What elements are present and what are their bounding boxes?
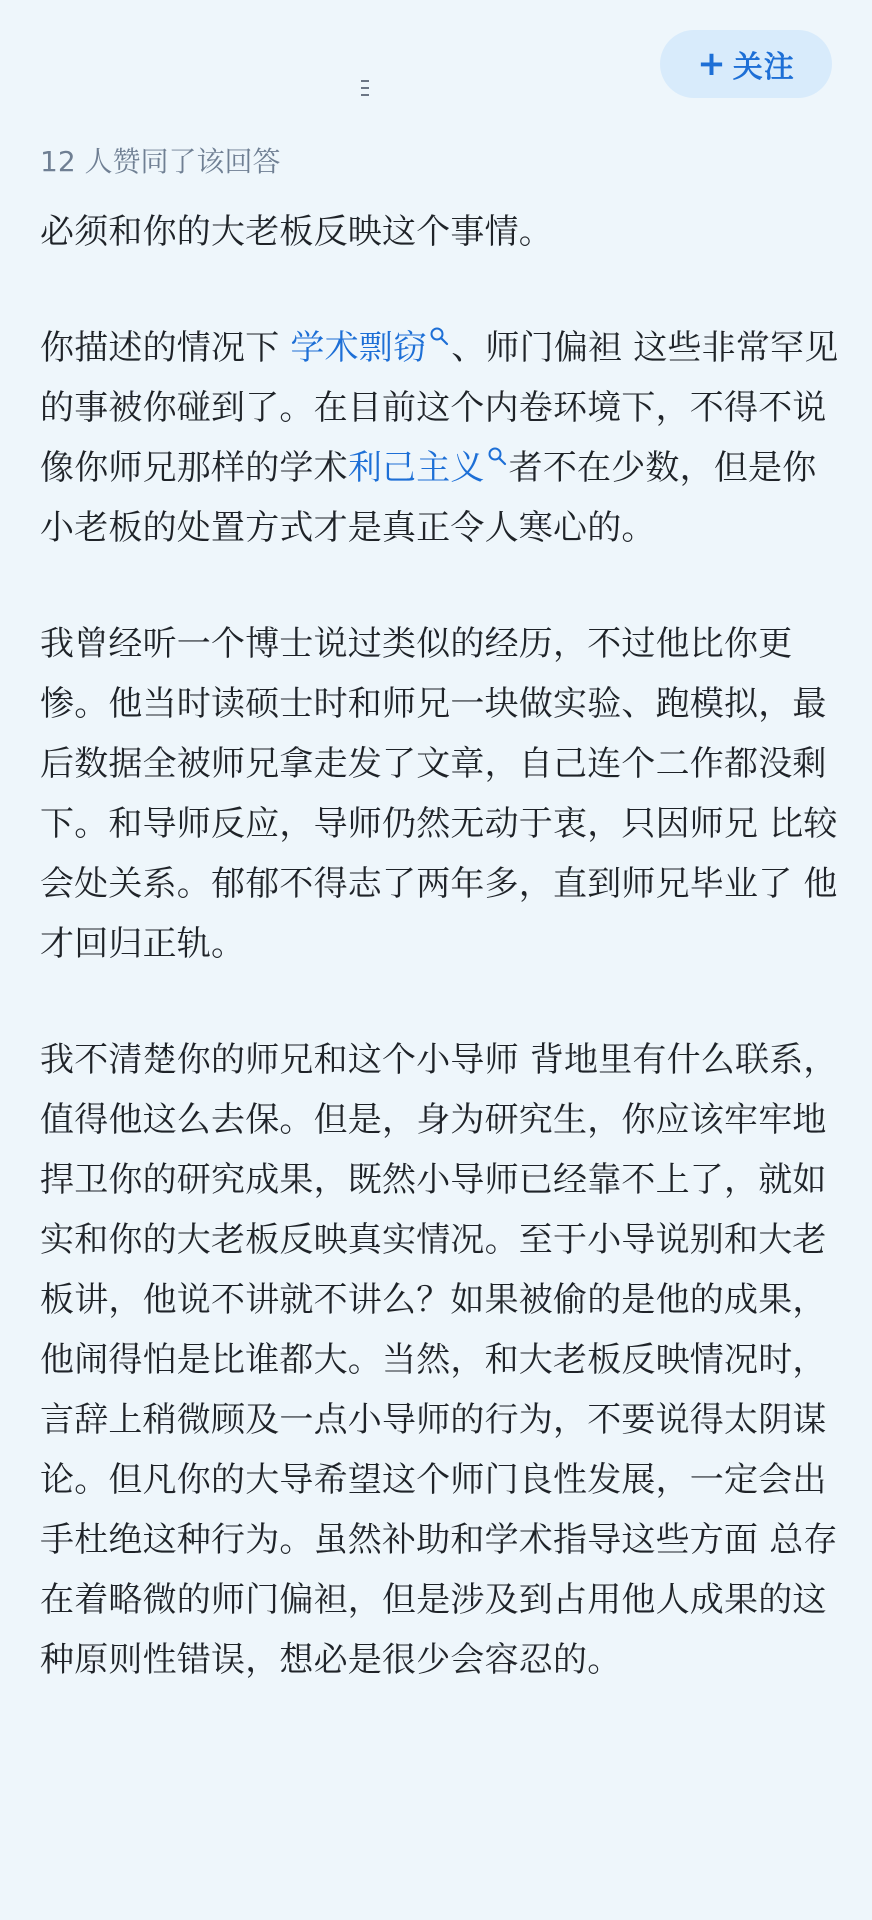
answer-paragraph-3: 我曾经听一个博士说过类似的经历，不过他比你更惨。他当时读硕士时和师兄一块做实验、跑模拟，最后数据全被师兄拿走发了文章，自己连个二作都没剩下。和导师反应，导师仍然无动于衷，只因师兄 比较会处关系。郁郁不得志了两年多，直到师兄毕业了 他才回归正轨。	[40, 624, 838, 964]
paragraph-text: 、师门偏袒 这些非常罕见的事被你碰到了。在目前这个内卷环境下，不得不说像你师兄那样的学术	[40, 328, 839, 488]
drag-handle-icon[interactable]	[358, 78, 372, 98]
paragraph-gap	[40, 558, 840, 614]
link-label: 利己主义	[347, 448, 485, 488]
search-icon	[487, 446, 509, 468]
follow-label: 关注	[732, 50, 795, 85]
paragraph-text: 者不在少数，但是你小老板的处置方式才是真正令人寒心的。	[40, 448, 817, 548]
link-academic-plagiarism[interactable]	[290, 328, 451, 368]
paragraph-gap	[40, 262, 840, 318]
answer-header	[0, 0, 872, 130]
follow-button[interactable]	[660, 30, 832, 98]
answer-content	[40, 140, 840, 1690]
agree-count: 12 人赞同了该回答	[40, 145, 281, 178]
answer-paragraph-2	[40, 318, 840, 558]
link-egoism[interactable]	[348, 448, 509, 488]
link-label: 学术剽窃	[290, 328, 428, 368]
paragraph-gap	[40, 974, 840, 1030]
paragraph-text: 你描述的情况下	[40, 328, 291, 368]
answer-paragraph-1: 必须和你的大老板反映这个事情。	[40, 212, 553, 252]
search-icon	[429, 326, 451, 348]
answer-paragraph-4: 我不清楚你的师兄和这个小导师 背地里有什么联系，值得他这么去保。但是，身为研究生，你应该牢牢地捍卫你的研究成果，既然小导师已经靠不上了，就如实和你的大老板反映真实情况。至于小导说别和大老板讲，他说不讲就不讲么？如果被偷的是他的成果，他闹得怕是比谁都大。当然，和大老板反映情况时，言辞上稍微顾及一点小导师的行为，不要说得太阴谋论。但凡你的大导希望这个师门良性发展，一定会出手杜绝这种行为。虽然补助和学术指导这些方面 总存在着略微的师门偏袒，但是涉及到占用他人成果的这种原则性错误，想必是很少会容忍的。	[40, 1040, 838, 1680]
plus-icon: +	[697, 44, 727, 84]
